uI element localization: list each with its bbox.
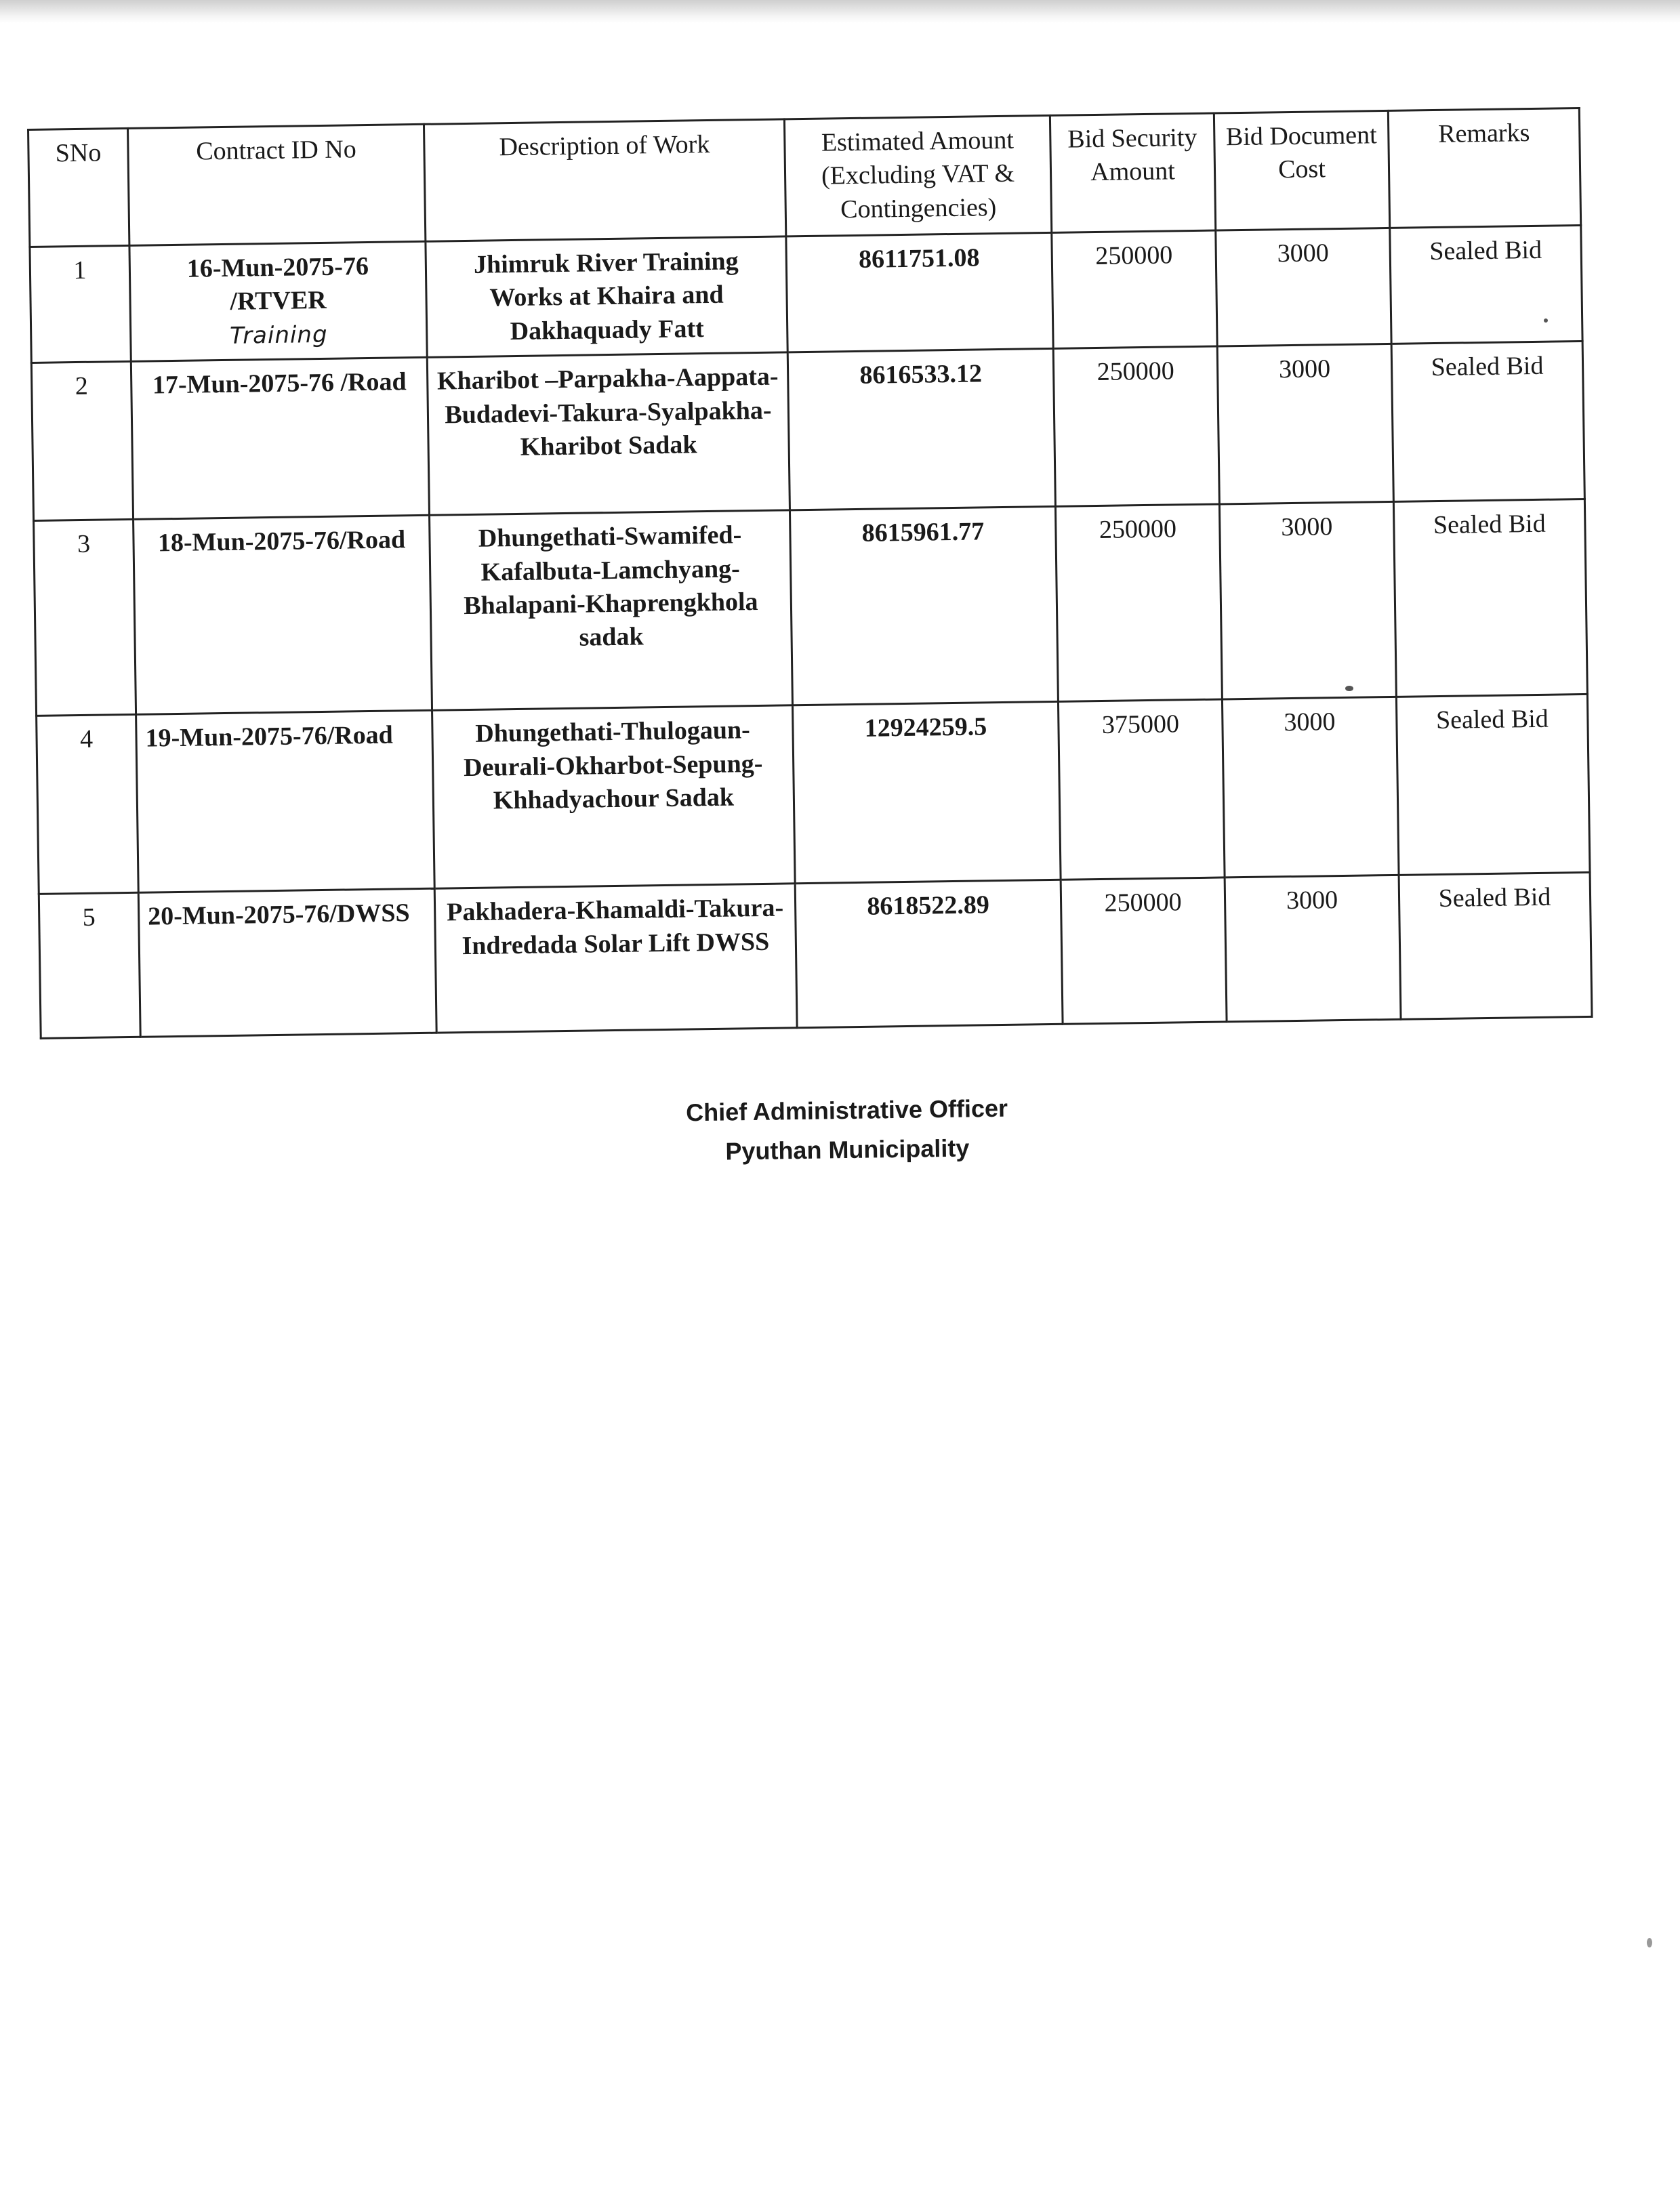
- cell-sno: 1: [30, 245, 131, 363]
- cell-bid-document-cost: 3000: [1216, 228, 1391, 346]
- cell-remarks: Sealed Bid: [1396, 695, 1590, 875]
- table-row: [39, 873, 1592, 1039]
- header-bid-document-cost: Bid Document Cost: [1214, 110, 1389, 230]
- header-estimated-amount: Estimated Amount (Excluding VAT & Contingencies): [784, 115, 1051, 236]
- cell-remarks: Sealed Bid: [1399, 873, 1592, 1020]
- cell-sno: 3: [34, 520, 136, 716]
- cell-remarks: Sealed Bid: [1393, 499, 1587, 697]
- cell-sno: 5: [39, 892, 140, 1038]
- table-row: [31, 342, 1584, 521]
- header-description: Description of Work: [424, 119, 785, 241]
- cell-estimated-amount: 8616533.12: [787, 349, 1055, 510]
- cell-bid-security: 250000: [1053, 346, 1219, 506]
- cell-description: Dhungethati-Swamifed-Kafalbuta-Lamchyang-Bhalapani-Khaprengkhola sadak: [430, 510, 793, 710]
- cell-bid-security: 250000: [1055, 504, 1222, 701]
- signature-block: [643, 1088, 1051, 1172]
- signatory-title: Chief Administrative Officer: [685, 1094, 1008, 1127]
- cell-bid-security: 375000: [1058, 699, 1225, 880]
- table-row: [34, 499, 1588, 716]
- cell-sno: 4: [37, 715, 139, 894]
- header-bid-security: Bid Security Amount: [1050, 113, 1215, 232]
- cell-bid-document-cost: 3000: [1225, 875, 1401, 1023]
- cell-sno: 2: [31, 362, 133, 521]
- cell-bid-document-cost: 3000: [1217, 344, 1393, 505]
- cell-description: Jhimruk River Training Works at Khaira and Dakhaquady Fatt: [426, 236, 787, 358]
- contract-id-text: 16-Mun-2075-76 /RTVER: [186, 251, 369, 316]
- scan-speck: [1544, 318, 1548, 323]
- cell-bid-security: 250000: [1052, 230, 1217, 349]
- cell-description: Pakhadera-Khamaldi-Takura-Indredada Solar Lift DWSS: [434, 884, 797, 1033]
- cell-description: Dhungethati-Thulogaun-Deurali-Okharbot-Sepung-Khhadyachour Sadak: [432, 705, 796, 888]
- table-row: [30, 226, 1582, 363]
- handwritten-note: Training: [229, 321, 328, 350]
- table-row: [37, 695, 1590, 894]
- cell-contract-id: 19-Mun-2075-76/Road: [136, 710, 435, 892]
- scan-speck: [1647, 1938, 1652, 1947]
- cell-estimated-amount: 8611751.08: [786, 232, 1053, 352]
- signatory-organization: Pyuthan Municipality: [725, 1134, 970, 1165]
- cell-bid-document-cost: 3000: [1219, 502, 1396, 700]
- scan-edge-shadow: [0, 0, 1680, 23]
- contracts-table: [27, 107, 1593, 1039]
- cell-estimated-amount: 12924259.5: [792, 702, 1061, 884]
- cell-contract-id: [129, 241, 427, 361]
- cell-contract-id: 20-Mun-2075-76/DWSS: [138, 888, 436, 1037]
- table-header-row: [28, 108, 1581, 247]
- header-remarks: Remarks: [1388, 108, 1580, 228]
- cell-remarks: Sealed Bid: [1390, 226, 1582, 344]
- cell-contract-id: 17-Mun-2075-76 /Road: [131, 357, 429, 519]
- cell-bid-document-cost: 3000: [1222, 697, 1399, 878]
- header-contract-id: Contract ID No: [128, 124, 426, 245]
- cell-estimated-amount: 8618522.89: [795, 880, 1063, 1027]
- cell-remarks: Sealed Bid: [1391, 342, 1584, 502]
- header-sno: SNo: [28, 128, 129, 247]
- cell-contract-id: 18-Mun-2075-76/Road: [134, 515, 432, 714]
- cell-description: Kharibot –Parpakha-Aappata-Budadevi-Takura-Syalpakha-Kharibot Sadak: [427, 352, 790, 515]
- scan-speck: [1345, 686, 1353, 691]
- cell-bid-security: 250000: [1061, 878, 1227, 1024]
- cell-estimated-amount: 8615961.77: [790, 507, 1058, 705]
- bid-notice-sheet: [27, 109, 1551, 1039]
